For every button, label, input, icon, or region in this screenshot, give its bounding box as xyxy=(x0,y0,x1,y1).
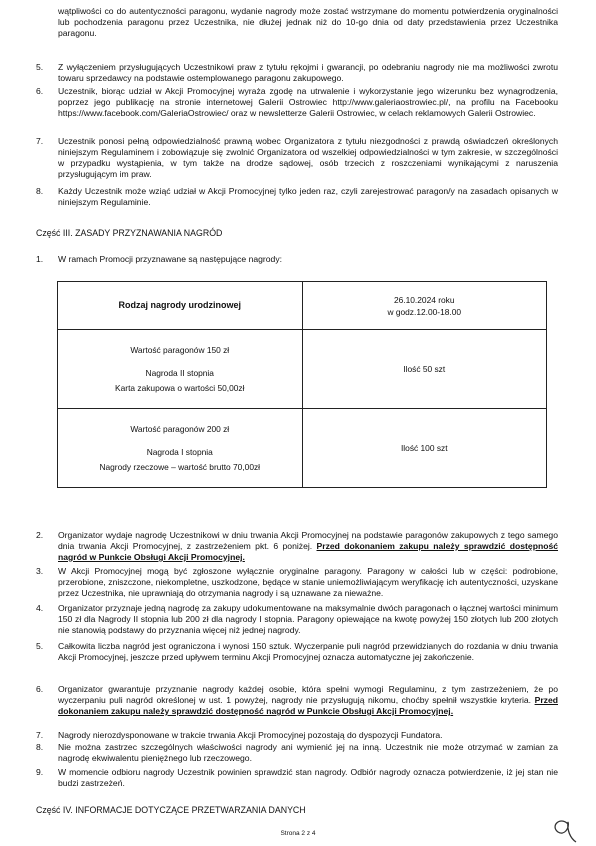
prize-description xyxy=(58,409,303,488)
item-text: Każdy Uczestnik może wziąć udział w Akcji Promocyjnej tylko jeden raz, czyli zarejestrować paragon/y na zasadach opisanych w niniejszym Regulaminie. xyxy=(58,186,558,207)
list-item xyxy=(36,136,558,180)
item-number: 1. xyxy=(36,254,44,264)
item-number: 4. xyxy=(36,603,44,613)
table-row xyxy=(58,330,547,409)
header-time-line: w godz.12.00-18.00 xyxy=(387,306,462,317)
item-text: Z wyłączeniem przysługujących Uczestnikowi praw z tytułu rękojmi i gwarancji, po odebraniu nagrody nie ma możliwości zwrotu towaru sprzedawcy na podstawie ostemplowanego paragonu zakupowego. xyxy=(58,62,558,83)
list-item xyxy=(36,566,558,599)
item-number: 7. xyxy=(36,730,44,740)
item-number: 6. xyxy=(36,684,44,694)
bold-notice: Przed dokonaniem zakupu należy sprawdzić dostępność nagród w Punkcie Obsługi Akcji Promocyjnej. xyxy=(58,541,559,562)
item-text: Uczestnik ponosi pełną odpowiedzialność prawną wobec Organizatora z tytułu niezgodności z prawdą oświadczeń określonych niniejszym Regulaminem i zobowiązuje się zwolnić Organizatora od wszelkiej odpowiedzialności w tym zakresie, w szczególności w przypadku wystąpienia, w tym także na drodze sądowej, osób trzecich z roszczeniami wynikającymi z naruszenia przysługującym im praw. xyxy=(58,136,558,179)
list-item xyxy=(36,86,558,119)
item-number: 8. xyxy=(36,742,44,752)
item-text: W Akcji Promocyjnej mogą być zgłoszone wyłącznie oryginalne paragony. Paragony w całości lub w części: podrobione, przerobione, zniszczone, niekompletne, uszkodzone, będące w stanie uniemożliwiającym weryfikację ich autentyczności, uzyskane przez Uczestnika, nie uprawniają do otrzymania nagrody i są uznawane za nieważne. xyxy=(58,566,558,598)
continuation-paragraph xyxy=(36,6,558,39)
section-heading: Część III. ZASADY PRZYZNAWANIA NAGRÓD xyxy=(36,228,223,238)
item-number: 8. xyxy=(36,186,44,196)
item-text: W momencie odbioru nagrody Uczestnik powinien sprawdzić stan nagrody. Odbiór nagrody oznacza potwierdzenie, iż jej stan nie budzi zastrzeżeń. xyxy=(58,767,558,788)
table-row xyxy=(58,409,547,488)
item-body: Organizator wydaje nagrodę Uczestnikowi w dniu trwania Akcji Promocyjnej na podstawie paragonów zakupowych z tego samego dnia trwania Akcji Promocyjnej, z zastrzeżeniem pkt. 6 poniżej. xyxy=(58,530,558,551)
receipt-value: Wartość paragonów 150 zł xyxy=(130,344,230,355)
prize-quantity: Ilość 50 szt xyxy=(302,330,547,409)
table-header-row xyxy=(58,282,547,330)
list-item xyxy=(36,684,558,717)
list-item xyxy=(36,254,558,265)
header-prize-type: Rodzaj nagrody urodzinowej xyxy=(58,282,303,330)
item-number: 5. xyxy=(36,62,44,72)
item-number: 2. xyxy=(36,530,44,540)
header-date xyxy=(302,282,547,330)
list-item xyxy=(36,603,558,636)
list-item xyxy=(36,62,558,84)
item-text: Nagrody nierozdysponowane w trakcie trwania Akcji Promocyjnej pozostają do dyspozycji Fundatora. xyxy=(58,730,443,740)
item-text xyxy=(58,530,558,563)
section-heading: Część IV. INFORMACJE DOTYCZĄCE PRZETWARZANIA DANYCH xyxy=(36,805,306,815)
list-item xyxy=(36,730,558,741)
item-text: Nie można zastrzec szczególnych właściwości nagrody ani wymienić jej na inną. Uczestnik nie może otrzymać w zamian za nagrodę ekwiwalentu pieniężnego lub rzeczowego. xyxy=(58,742,558,763)
prize-level: Nagroda I stopnia xyxy=(146,446,213,457)
item-text xyxy=(58,684,558,717)
list-item xyxy=(36,767,558,789)
header-date-line: 26.10.2024 roku xyxy=(393,294,455,305)
prize-detail: Nagrody rzeczowe – wartość brutto 70,00zł xyxy=(99,461,261,472)
list-item xyxy=(36,530,558,563)
paragraph-text: wątpliwości co do autentyczności paragonu, wydanie nagrody może zostać wstrzymane do momentu potwierdzenia oryginalności lub pochodzenia paragonu przez Uczestnika, nie dłużej jednak niż do 10-go dnia od daty przedstawienia przez Uczestnika paragonu. xyxy=(58,6,558,38)
page-number: Strona 2 z 4 xyxy=(280,830,316,837)
item-text: Organizator przyznaje jedną nagrodę za zakupy udokumentowane na maksymalnie dwóch paragonach o łącznej wartości minimum 150 zł dla Nagrody II stopnia lub 200 zł dla nagrody I stopnia. Paragony opiewające na kwotę powyżej 150 złotych lub 200 złotych nie stanowią podstawy do przyznania więcej niż jednej nagrody. xyxy=(58,603,558,635)
item-text: Całkowita liczba nagród jest ograniczona i wynosi 150 sztuk. Wyczerpanie puli nagród przewidzianych do rozdania w dniu trwania Akcji Promocyjnej, jeszcze przed upływem terminu Akcji Promocyjnej oznacza automatyczne jej zakończenie. xyxy=(58,641,558,662)
item-body: Organizator gwarantuje przyznanie nagrody każdej osobie, która spełni wymogi Regulaminu, z tym zastrzeżeniem, że po wyczerpaniu puli nagród określonej w ust. 1 powyżej, nagrody nie przysługują nikomu, choćby spełnił wszystkie kryteria. xyxy=(58,684,558,705)
item-number: 3. xyxy=(36,566,44,576)
prize-description xyxy=(58,330,303,409)
item-text: Uczestnik, biorąc udział w Akcji Promocyjnej wyraża zgodę na utrwalenie i wykorzystanie jego wizerunku bez wynagrodzenia, poprzez jego publikację na stronie internetowej Galerii Ostrowiec http://www.galeriaostrowiec.pl/, na profilu na Facebooku https://www.facebook.com/GaleriaOstrowiec/ oraz w newsletterze Galerii Ostrowiec, w celach reklamowych Galerii Ostrowiec. xyxy=(58,86,558,118)
prize-quantity: Ilość 100 szt xyxy=(302,409,547,488)
list-item xyxy=(36,186,558,208)
receipt-value: Wartość paragonów 200 zł xyxy=(130,423,230,434)
item-number: 7. xyxy=(36,136,44,146)
item-number: 9. xyxy=(36,767,44,777)
prize-level: Nagroda II stopnia xyxy=(145,367,214,378)
prize-table xyxy=(57,281,547,488)
list-item xyxy=(36,742,558,764)
handwritten-initial xyxy=(546,812,588,844)
prize-detail: Karta zakupowa o wartości 50,00zł xyxy=(115,382,245,393)
item-number: 5. xyxy=(36,641,44,651)
bold-notice: Przed dokonaniem zakupu należy sprawdzić dostępność nagród w Punkcie Obsługi Akcji Promocyjnej. xyxy=(58,695,558,716)
item-text: W ramach Promocji przyznawane są następujące nagrody: xyxy=(58,254,283,264)
item-number: 6. xyxy=(36,86,44,96)
list-item xyxy=(36,641,558,663)
